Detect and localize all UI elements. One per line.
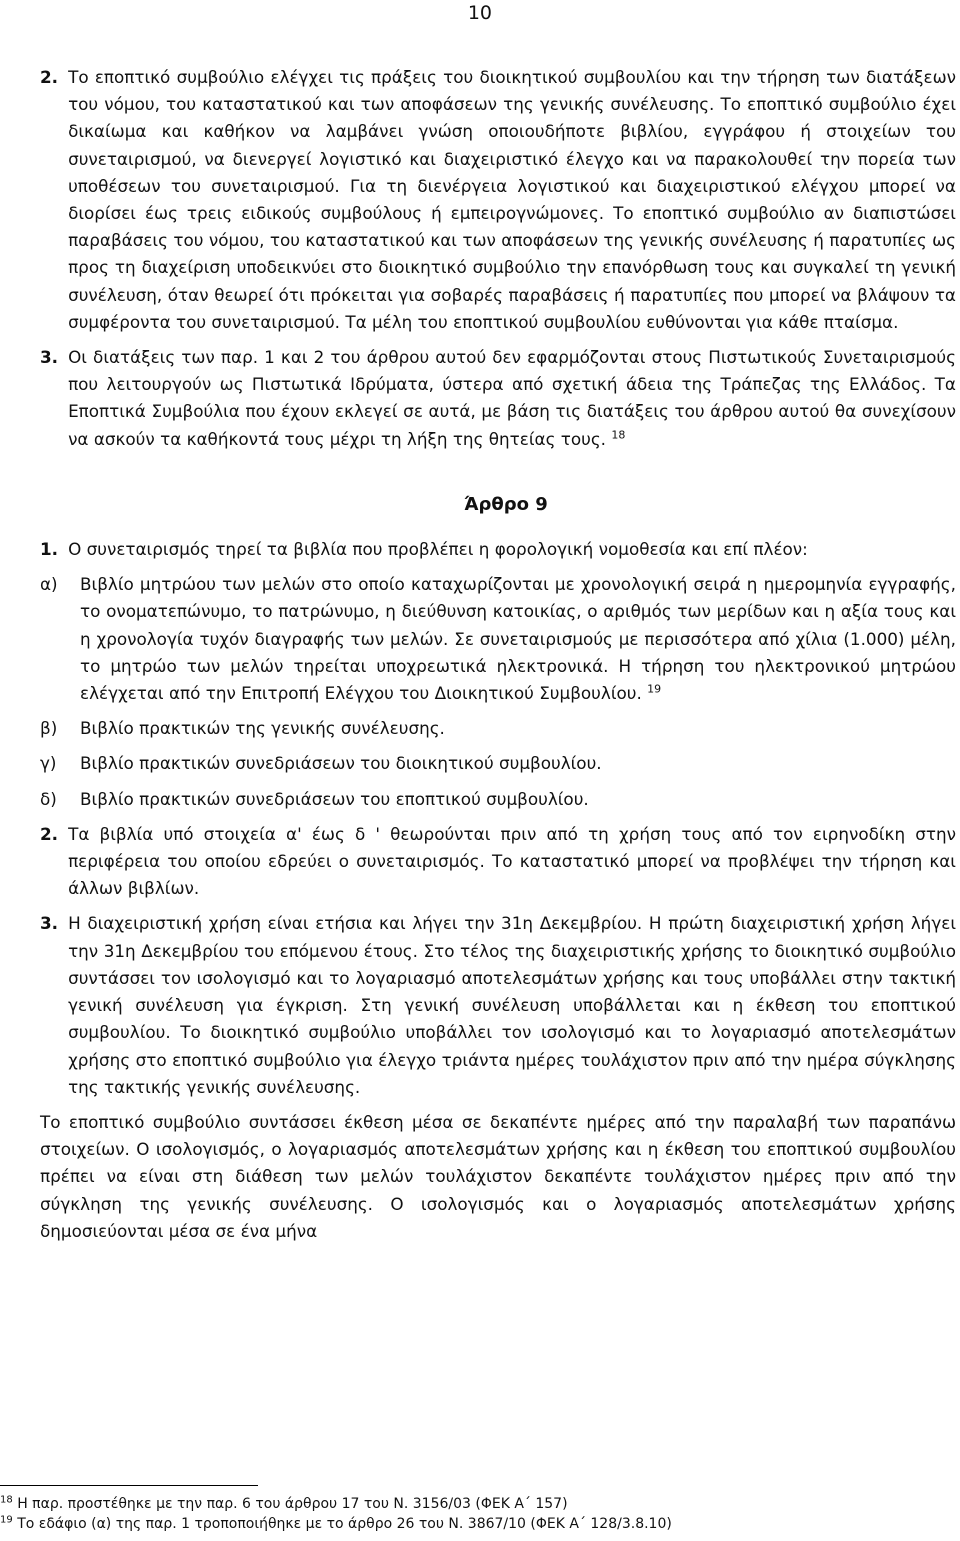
- paragraph-text-wrap: [68, 344, 956, 453]
- footnotes: [0, 1494, 672, 1534]
- list-item-text-wrap: [80, 571, 956, 707]
- article-title: Άρθρο 9: [464, 493, 548, 515]
- list-item-d: [40, 786, 956, 813]
- list-item-text: Βιβλίο μητρώου των μελών στο οποίο καταχωρίζονται με χρονολογική σειρά η ημερομηνία εγγραφής, το ονοματεπώνυμο, το πατρώνυμο, η διεύθυνση κατοικίας, ο αριθμός των μερίδων και η αξία τους και η χρονολογία τυχόν διαγραφής των μελών. Σε συνεταιρισμούς με περισσότερα από χίλια (1.000) μέλη, το μητρώο των μελών τηρείται υποχρεωτικά ηλεκτρονικά. Η τήρηση του ηλεκτρονικού μητρώου ελέγχεται από την Επιτροπή Ελέγχου του Διοικητικού Συμβουλίου.: [80, 574, 956, 704]
- footnote-number: 18: [0, 1494, 13, 1506]
- paragraph-number: 3.: [40, 913, 59, 934]
- paragraph-text: Οι διατάξεις των παρ. 1 και 2 του άρθρου αυτού δεν εφαρμόζονται στους Πιστωτικούς Συνεταιρισμούς που λειτουργούν ως Πιστωτικά Ιδρύματα, ύστερα από σχετική άδεια της Τράπεζας της Ελλάδος. Τα Εποπτικά Συμβούλια που έχουν εκλεγεί σε αυτά, με βάση τις διατάξεις του άρθρου αυτού θα συνεχίσουν να ασκούν τα καθήκοντά τους μέχρι τη λήξη της θητείας τους.: [68, 347, 956, 449]
- paragraph-3: [40, 344, 956, 453]
- list-item-text: Βιβλίο πρακτικών συνεδριάσεων του εποπτικού συμβουλίου.: [80, 788, 589, 809]
- paragraph-2: [40, 64, 956, 336]
- paragraph-text: Η διαχειριστική χρήση είναι ετήσια και λήγει την 31η Δεκεμβρίου. Η πρώτη διαχειριστική χρήση λήγει την 31η Δεκεμβρίου του επόμενου έτους. Στο τέλος της διαχειριστικής χρήσης το διοικητικό συμβούλιο συντάσσει τον ισολογισμό και το λογαριασμό αποτελεσμάτων χρήσης και τους υποβάλλει στην τακτική γενική συνέλευση για έγκριση. Στη γενική συνέλευση υποβάλλεται και η έκθεση του εποπτικού συμβουλίου. Το διοικητικό συμβούλιο υποβάλλει τον ισολογισμό και το λογαριασμό αποτελεσμάτων χρήσης στο εποπτικό συμβούλιο για έλεγχο τριάντα ημέρες τουλάχιστον πριν από την ημέρα σύγκλησης της τακτικής γενικής συνέλευσης.: [68, 913, 956, 1097]
- list-item-text: Βιβλίο πρακτικών της γενικής συνέλευσης.: [80, 718, 445, 739]
- paragraph-number: 1.: [40, 539, 59, 560]
- list-item-label: α): [40, 574, 58, 595]
- list-item-label: γ): [40, 753, 57, 774]
- list-item-b: [40, 715, 956, 742]
- document-body: [40, 64, 956, 1253]
- paragraph-number: 2.: [40, 823, 59, 844]
- footnote-text: Το εδάφιο (α) της παρ. 1 τροποποιήθηκε με το άρθρο 26 του Ν. 3867/10 (ΦΕΚ Α΄ 128/3.8.10): [17, 1516, 672, 1532]
- list-item-text: Βιβλίο πρακτικών συνεδριάσεων του διοικητικού συμβουλίου.: [80, 753, 602, 774]
- paragraph-text: Το εποπτικό συμβούλιο ελέγχει τις πράξεις του διοικητικού συμβουλίου και την τήρηση των διατάξεων του νόμου, του καταστατικού και των αποφάσεων της γενικής συνέλευσης. Το εποπτικό συμβούλιο έχει δικαίωμα και καθήκον να λαμβάνει γνώση οποιουδήποτε βιβλίου, εγγράφου ή στοιχείων του συνεταιρισμού, να διενεργεί λογιστικό και διαχειριστικό έλεγχο και να παρακολουθεί την πορεία των υποθέσεων του συνεταιρισμού. Για τη διενέργεια λογιστικού και διαχειριστικού ελέγχου μπορεί να διορίσει έως τρεις ειδικούς συμβούλους ή εμπειρογνώμονες. Το εποπτικό συμβούλιο αν διαπιστώσει παραβάσεις του νόμου, του καταστατικού και των αποφάσεων της γενικής συνέλευσης ή παρατυπίες ως προς τη διαχείριση υποδεικνύει στο διοικητικό συμβούλιο την επανόρθωση τους και συγκαλεί τη γενική συνέλευση, όταν θεωρεί ότι πρόκειται για σοβαρές παραβάσεις ή παρατυπίες που μπορεί να βλάψουν τα συμφέροντα του συνεταιρισμού. Τα μέλη του εποπτικού συμβουλίου ευθύνονται για κάθε πταίσμα.: [68, 67, 956, 332]
- page-number: 10: [467, 2, 492, 24]
- footnote-18: [0, 1494, 672, 1514]
- paragraph-number: 3.: [40, 347, 59, 368]
- article-paragraph-2: [40, 821, 956, 903]
- footnote-19: [0, 1514, 672, 1534]
- list-item-a: [40, 571, 956, 707]
- footnote-text: Η παρ. προστέθηκε με την παρ. 6 του άρθρου 17 του Ν. 3156/03 (ΦΕΚ Α΄ 157): [17, 1496, 568, 1512]
- article-paragraph-3-continued: Το εποπτικό συμβούλιο συντάσσει έκθεση μέσα σε δεκαπέντε ημέρες από την παραλαβή των παραπάνω στοιχείων. Ο ισολογισμός, ο λογαριασμός αποτελεσμάτων χρήσης και η έκθεση του εποπτικού συμβουλίου πρέπει να είναι στη διάθεση των μελών τουλάχιστον δεκαπέντε τουλάχιστον ημέρες πριν από την σύγκληση της γενικής συνέλευσης. Ο ισολογισμός και ο λογαριασμός αποτελεσμάτων χρήσης δημοσιεύονται μέσα σε ένα μήνα: [40, 1111, 956, 1241]
- footnote-divider: [0, 1485, 258, 1486]
- list-item-label: β): [40, 718, 58, 739]
- footnote-number: 19: [0, 1514, 13, 1526]
- paragraph-number: 2.: [40, 67, 59, 87]
- article-paragraph-1: [40, 536, 956, 563]
- paragraph-text: Τα βιβλία υπό στοιχεία α' έως δ ' θεωρούνται πριν από τη χρήση τους από τον ειρηνοδίκη στην περιφέρεια του οποίου εδρεύει ο συνεταιρισμός. Το καταστατικό μπορεί να προβλέψει την τήρηση και άλλων βιβλίων.: [68, 823, 956, 899]
- list-item-c: [40, 750, 956, 777]
- footnote-ref-19[interactable]: 19: [647, 682, 662, 696]
- article-paragraph-3: [40, 910, 956, 1100]
- footnote-ref-18[interactable]: 18: [611, 428, 626, 442]
- list-item-label: δ): [40, 788, 57, 809]
- paragraph-text: Ο συνεταιρισμός τηρεί τα βιβλία που προβλέπει η φορολογική νομοθεσία και επί πλέον:: [68, 539, 808, 560]
